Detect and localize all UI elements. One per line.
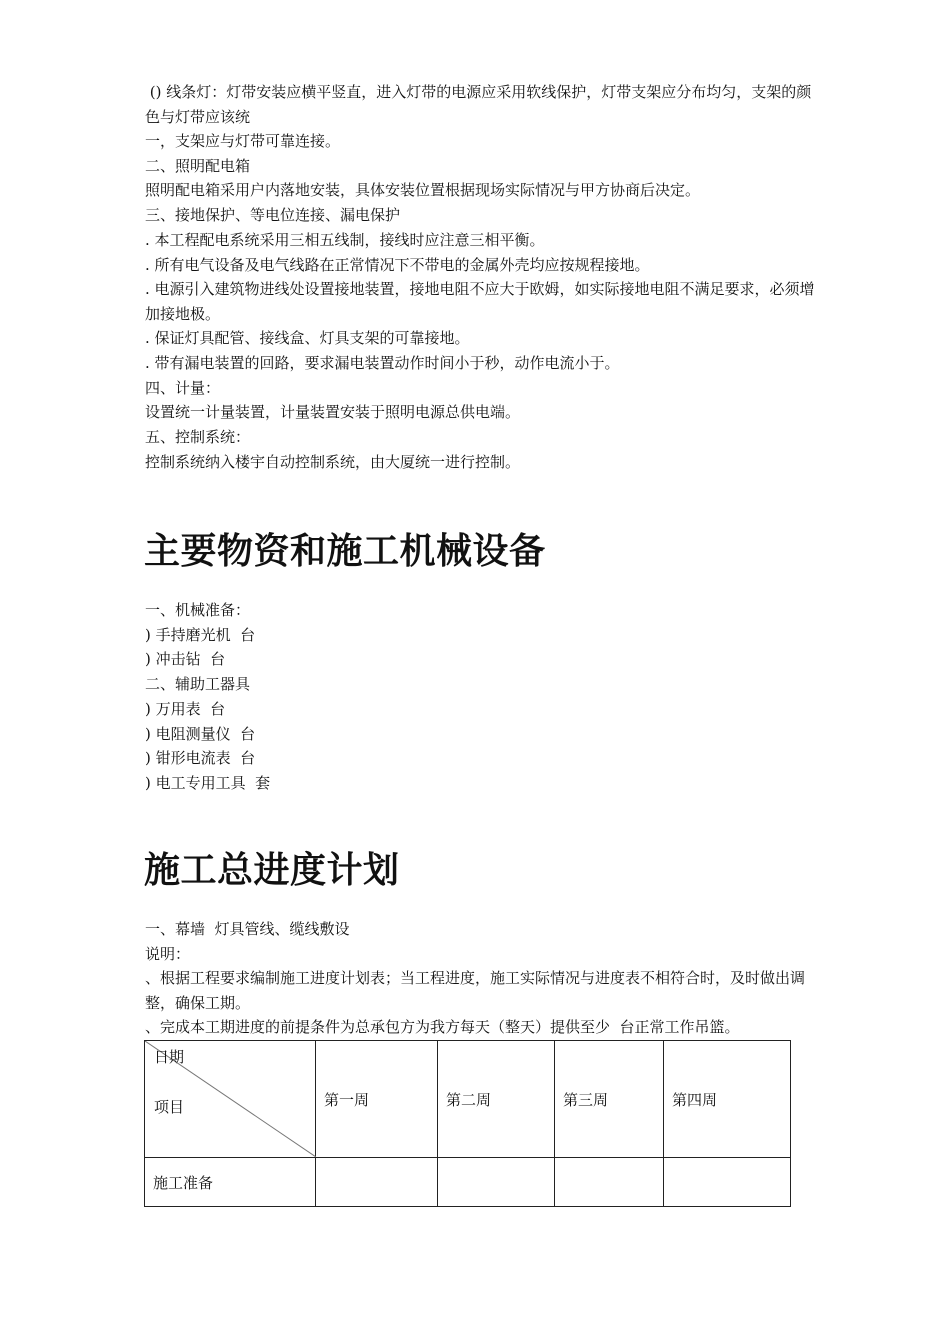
corner-item-label: 项目	[154, 1098, 185, 1116]
list-item: . 带有漏电装置的回路，要求漏电装置动作时间小于秒，动作电流小于。	[145, 353, 620, 372]
intro-section	[145, 80, 815, 474]
table-row	[145, 1158, 791, 1207]
schedule-heading: 施工总进度计划	[144, 850, 400, 891]
table-cell	[555, 1158, 664, 1207]
table-cell	[438, 1158, 555, 1207]
paragraph: 一，支架应与灯带可靠连接。	[145, 132, 341, 150]
table-cell	[664, 1158, 791, 1207]
paragraph: 控制系统纳入楼宇自动控制系统，由大厦统一进行控制。	[145, 452, 521, 471]
section-subheading: 一、机械准备：	[145, 601, 251, 619]
list-item: ) 冲击钻 台	[145, 650, 226, 669]
schedule-section	[145, 917, 815, 1040]
corner-date-label: 日期	[154, 1048, 185, 1066]
list-item: . 本工程配电系统采用三相五线制，接线时应注意三相平衡。	[145, 230, 545, 249]
equipment-heading: 主要物资和施工机械设备	[144, 531, 546, 572]
paragraph: 照明配电箱采用户内落地安装，具体安装位置根据现场实际情况与甲方协商后决定。	[145, 181, 701, 200]
paragraph: 说明：	[145, 944, 191, 963]
section-subheading: 二、照明配电箱	[145, 156, 251, 175]
section-subheading: 五、控制系统：	[145, 428, 251, 447]
list-item: . 保证灯具配管、接线盒、灯具支架的可靠接地。	[145, 329, 470, 348]
list-item: ) 钳形电流表 台	[145, 749, 256, 768]
section-subheading: 三、接地保护、等电位连接、漏电保护	[145, 206, 401, 225]
list-item: . 电源引入建筑物进线处设置接地装置，接地电阻不应大于欧姆，如实际接地电阻不满足要求，必须增加接地极。	[145, 280, 815, 323]
table-cell	[316, 1158, 438, 1207]
table-header-cell: 第三周	[555, 1041, 664, 1158]
table-header-cell: 第一周	[316, 1041, 438, 1158]
section-subheading: 二、辅助工器具	[145, 675, 251, 694]
table-header-cell: 第二周	[438, 1041, 555, 1158]
section-subheading: 一、幕墙 灯具管线、缆线敷设	[145, 920, 350, 938]
paragraph: () 线条灯：灯带安装应横平竖直，进入灯带的电源应采用软线保护，灯带支架应分布均匀，支架的颜色与灯带应该统	[145, 83, 812, 126]
table-header-row	[145, 1041, 791, 1158]
list-item: ) 电阻测量仪 台	[145, 724, 256, 743]
list-item: 、完成本工期进度的前提条件为总承包方为我方每天（整天）提供至少 台正常工作吊篮。	[145, 1018, 740, 1037]
section-subheading: 四、计量：	[145, 378, 221, 397]
table-row-label: 施工准备	[145, 1158, 316, 1207]
schedule-table	[144, 1040, 791, 1207]
list-item: 、根据工程要求编制施工进度计划表；当工程进度，施工实际情况与进度表不相符合时，及时做出调整，确保工期。	[145, 969, 806, 1012]
equipment-section	[145, 598, 815, 796]
table-corner-cell	[145, 1041, 316, 1158]
list-item: . 所有电气设备及电气线路在正常情况下不带电的金属外壳均应按规程接地。	[145, 255, 650, 274]
list-item: ) 手持磨光机 台	[145, 625, 256, 644]
list-item: ) 万用表 台	[145, 699, 226, 718]
table-header-cell: 第四周	[664, 1041, 791, 1158]
paragraph: 设置统一计量装置，计量装置安装于照明电源总供电端。	[145, 403, 521, 422]
list-item: ) 电工专用工具 套	[145, 773, 271, 792]
